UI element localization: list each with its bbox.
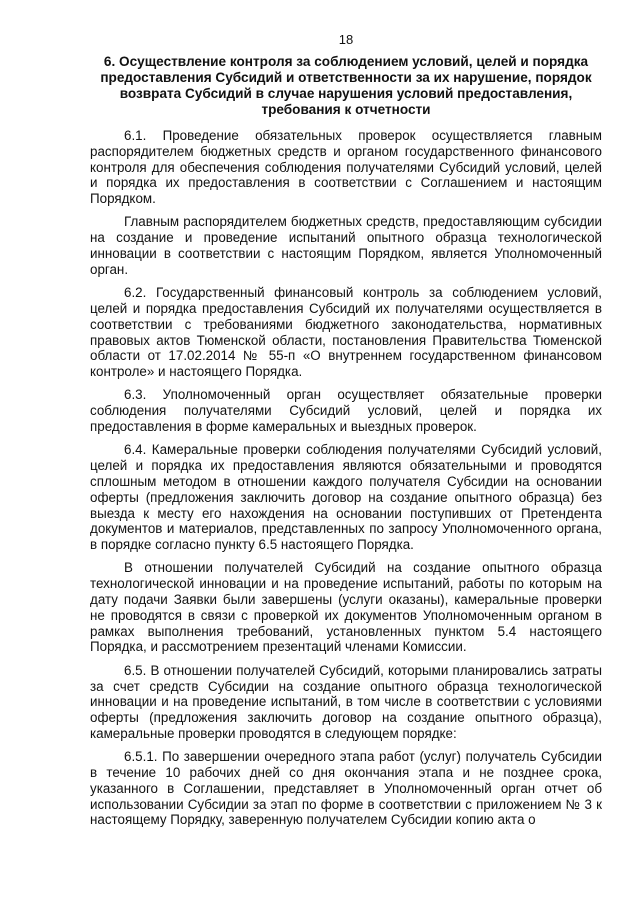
paragraph-6-4: 6.4. Камеральные проверки соблюдения получателями Субсидий условий, целей и порядка их предоставления являются обязательными и проводятся сплошным методом в отношении каждого получателя Субсидии на основании оферты (предложения заключить договор на создание опытного образца) без выезда к месту его нахождения на основании поступивших от Претендента документов и материалов, представленных по запросу Уполномоченного органа, в порядке согласно пункту 6.5 настоящего Порядка. <box>90 442 602 553</box>
section-heading: 6. Осуществление контроля за соблюдением условий, целей и порядка предоставления Субсидий и ответственности за их нарушение, порядок возврата Субсидий в случае нарушения условий предоставления, требования к отчетности <box>100 54 592 117</box>
paragraph-6-5-1: 6.5.1. По завершении очередного этапа работ (услуг) получатель Субсидии в течение 10 рабочих дней со дня окончания этапа и не позднее срока, указанного в Соглашении, представляет в Уполномоченный орган отчет об использовании Субсидии за этап по форме в соответствии с приложением № 3 к настоящему Порядку, заверенную получателем Субсидии копию акта о <box>90 749 602 828</box>
paragraph-6-2: 6.2. Государственный финансовый контроль за соблюдением условий, целей и порядка предоставления Субсидий их получателями осуществляется в соответствии с требованиями бюджетного законодательства, нормативных правовых актов Тюменской области, постановления Правительства Тюменской области от 17.02.2014 № 55-п «О внутреннем государственном финансовом контроле» и настоящего Порядка. <box>90 285 602 380</box>
paragraph-6-3: 6.3. Уполномоченный орган осуществляет обязательные проверки соблюдения получателями Субсидий условий, целей и порядка их предоставления в форме камеральных и выездных проверок. <box>90 387 602 435</box>
paragraph-recipients-completed: В отношении получателей Субсидий на создание опытного образца технологической инновации и на проведение испытаний, работы по которым на дату подачи Заявки были завершены (услуги оказаны), камеральные проверки не проводятся в связи с проверкой их документов Уполномоченным органом в рамках выполнения требований, установленных пунктом 5.4 настоящего Порядка, и рассмотрением презентаций членами Комиссии. <box>90 560 602 655</box>
page-number: 18 <box>338 32 354 47</box>
paragraph-6-5: 6.5. В отношении получателей Субсидий, которыми планировались затраты за счет средств Субсидии на создание опытного образца технологической инновации и на проведение испытаний, в том числе в соответствии с условиями оферты (предложения заключить договор на создание опытного образца), камеральные проверки проводятся в следующем порядке: <box>90 662 602 741</box>
paragraph-main-distributor: Главным распорядителем бюджетных средств, предоставляющим субсидии на создание и проведение испытаний опытного образца технологической инновации в соответствии с настоящим Порядком, является Уполномоченный орган. <box>90 214 602 277</box>
paragraph-6-1: 6.1. Проведение обязательных проверок осуществляется главным распорядителем бюджетных средств и органом государственного финансового контроля для обеспечения соблюдения получателями Субсидий условий, целей и порядка их предоставления в соответствии с Соглашением и настоящим Порядком. <box>90 128 602 207</box>
